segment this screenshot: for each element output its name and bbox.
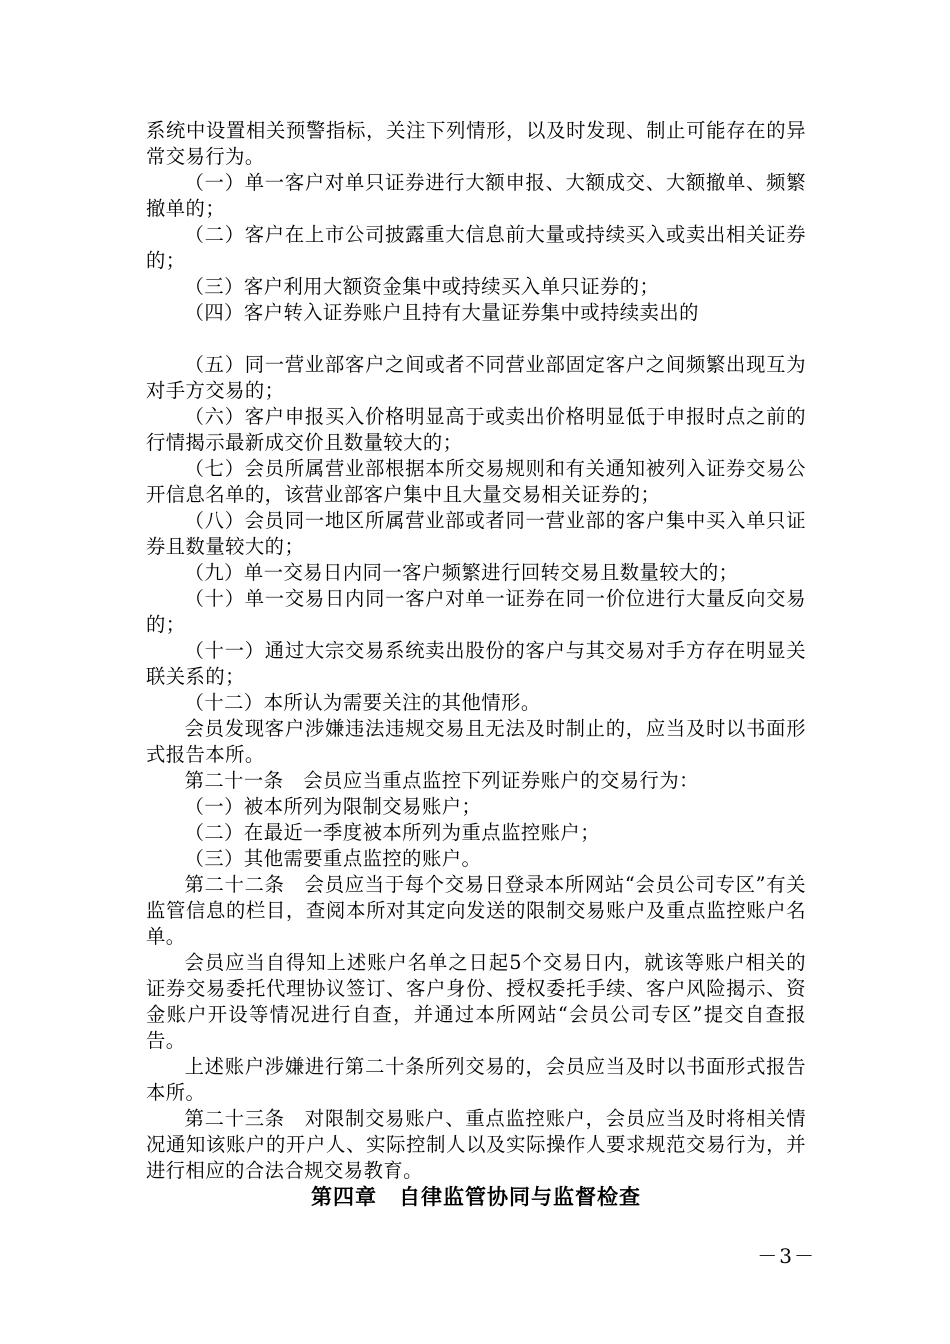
paragraph: （六）客户申报买入价格明显高于或卖出价格明显低于申报时点之前的行情揭示最新成交价且数量较大的；	[146, 405, 806, 454]
article-22: 第二十二条 会员应当于每个交易日登录本所网站“会员公司专区”有关监管信息的栏目，查阅本所对其定向发送的限制交易账户及重点监控账户名单。	[146, 873, 806, 948]
paragraph: （二）客户在上市公司披露重大信息前大量或持续买入或卖出相关证券的；	[146, 223, 806, 272]
paragraph: （三）其他需要重点监控的账户。	[184, 847, 482, 870]
body-text	[146, 118, 806, 1210]
paragraph: （四）客户转入证券账户且持有大量证券集中或持续卖出的	[184, 301, 699, 324]
paragraph: （十二）本所认为需要关注的其他情形。	[184, 691, 541, 714]
paragraph: （五）同一营业部客户之间或者不同营业部固定客户之间频繁出现互为对手方交易的；	[146, 353, 806, 402]
paragraph: （十一）通过大宗交易系统卖出股份的客户与其交易对手方存在明显关联关系的；	[146, 639, 806, 688]
paragraph: （一）被本所列为限制交易账户；	[184, 795, 482, 818]
paragraph: （九）单一交易日内同一客户频繁进行回转交易且数量较大的；	[184, 561, 739, 584]
paragraph: （七）会员所属营业部根据本所交易规则和有关通知被列入证券交易公开信息名单的，该营业部客户集中且大量交易相关证券的；	[146, 457, 806, 506]
chapter-heading: 第四章 自律监管协同与监督检查	[311, 1185, 641, 1209]
paragraph: 上述账户涉嫌进行第二十条所列交易的，会员应当及时以书面形式报告本所。	[146, 1055, 806, 1104]
paragraph: （二）在最近一季度被本所列为重点监控账户；	[184, 821, 600, 844]
paragraph: （十）单一交易日内同一客户对单一证券在同一价位进行大量反向交易的；	[146, 587, 806, 636]
paragraph: （一）单一客户对单只证券进行大额申报、大额成交、大额撤单、频繁撤单的；	[146, 171, 806, 220]
paragraph: （三）客户利用大额资金集中或持续买入单只证券的；	[184, 275, 660, 298]
paragraph: 会员应当自得知上述账户名单之日起5个交易日内，就该等账户相关的证券交易委托代理协议签订、客户身份、授权委托手续、客户风险揭示、资金账户开设等情况进行自查，并通过本所网站“会员公司专区”提交自查报告。	[146, 951, 806, 1052]
paragraph: （八）会员同一地区所属营业部或者同一营业部的客户集中买入单只证券且数量较大的；	[146, 509, 806, 558]
paragraph: 会员发现客户涉嫌违法违规交易且无法及时制止的，应当及时以书面形式报告本所。	[146, 717, 806, 766]
page-number: －3－	[757, 1244, 816, 1268]
paragraph: 系统中设置相关预警指标，关注下列情形，以及时发现、制止可能存在的异常交易行为。	[146, 119, 806, 168]
article-21: 第二十一条 会员应当重点监控下列证券账户的交易行为：	[184, 769, 699, 792]
article-23: 第二十三条 对限制交易账户、重点监控账户，会员应当及时将相关情况通知该账户的开户人、实际控制人以及实际操作人要求规范交易行为，并进行相应的合法合规交易教育。	[146, 1107, 806, 1182]
